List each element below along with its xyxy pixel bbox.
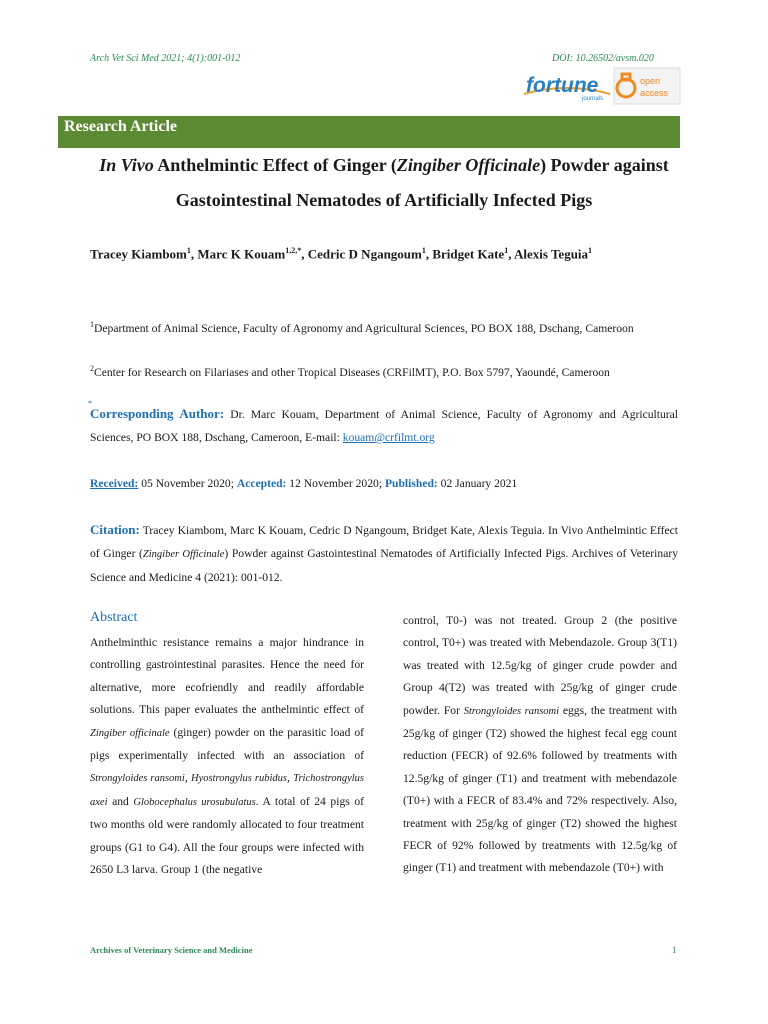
received-label: Received: xyxy=(90,477,139,490)
abstract-column-right: control, T0-) was not treated. Group 2 (the positive control, T0+) was treated with Mebendazole. Group 3(T1) was treated with 12.5g/kg of ginger crude powder and Group 4(T2) was treated with 25g/kg of ginger crude powder. For Strongyloides ransomi eggs, the treatment with 25g/kg of ginger (T2) showed the highest fecal egg count reduction (FECR) of 92.6% followed by treatments with 12.5g/kg of ginger (T1) and treatment with mebendazole (T0+) with a FECR of 83.4% and 72% respectively. Also, treatment with 25g/kg of ginger (T2) showed the highest FECR of 92% followed by treatments with 12.5g/kg of ginger (T1) and treatment with mebendazole (T0+) with xyxy=(403,614,677,875)
abstract-heading: Abstract xyxy=(90,610,138,625)
affiliation-1: $^1$Department of Animal Science, Faculty of Agronomy and Agricultural Sciences, PO BOX 188, Dschang, Cameroon xyxy=(90,320,634,335)
publication-dates: Received: 05 November 2020; Accepted: 12 November 2020; Published: 02 January 2021 xyxy=(90,477,518,490)
author-name: Alexis Teguia xyxy=(514,246,589,262)
corresponding-author: * Corresponding Author: Dr. Marc Kouam, Department of Animal Science, Faculty of Agronomy and Agricultural Sciences, PO BOX 188, Dschang, Cameroon, E-mail: kouam@crfilmt.org xyxy=(88,399,678,444)
logo-text: fortune xyxy=(526,74,599,97)
footer-journal: Archives of Veterinary Science and Medicine xyxy=(90,945,253,955)
article-type-banner xyxy=(58,116,680,148)
affiliation-2: $^2$Center for Research on Filariases and other Tropical Diseases (CRFilMT), P.O. Box 5797, Yaoundé, Cameroon xyxy=(90,364,610,379)
citation-label: Citation: xyxy=(90,522,140,537)
citation: Citation: Tracey Kiambom, Marc K Kouam, Cedric D Ngangoum, Bridget Kate, Alexis Teguia. In Vivo Anthelmintic Effect of Ginger (Zingiber Officinale) Powder against Gastointestinal Nematodes of Artificially Infected Pigs. Archives of Veterinary Science and Medicine 4 (2021): 001-012. xyxy=(90,522,678,584)
svg-text:access: access xyxy=(640,88,669,98)
email-link[interactable]: kouam@crfilmt.org xyxy=(342,431,435,444)
page-number: 1 xyxy=(672,945,677,955)
doi[interactable]: DOI: 10.26502/avsm.020 xyxy=(552,53,654,64)
article-type-label: Research Article xyxy=(64,118,177,135)
author-name: Bridget Kate xyxy=(432,246,505,262)
journal-reference: Arch Vet Sci Med 2021; 4(1):001-012 xyxy=(90,53,241,64)
author-name: Marc K Kouam xyxy=(197,246,286,262)
publisher-logo xyxy=(522,64,682,108)
svg-text:journals: journals xyxy=(582,96,604,102)
article-title: In Vivo Anthelmintic Effect of Ginger (Zingiber Officinale) Powder against Gastointestinal Nematodes of Artificially Infected Pigs xyxy=(99,155,669,210)
author-list: Tracey Kiambom$^1$, Marc K Kouam$^{1,2,*}$, Cedric D Ngangoum$^1$, Bridget Kate$^1$, Alexis Teguia$^1$ xyxy=(90,246,593,262)
abstract-column-left: Anthelminthic resistance remains a major hindrance in controlling gastrointestinal parasites. Hence the need for alternative, more ecofriendly and readily affordable solutions. This paper evaluates the anthelmintic effect of Zingiber officinale (ginger) powder on the parasitic load of pigs experimentally infected with an association of Strongyloides ransomi, Hyostrongylus rubidus, Trichostrongylus axei and Globocephalus urosubulatus. A total of 24 pigs of two months old were randomly allocated to four treatment groups (G1 to G4). All the four groups were infected with 2650 L3 larva. Group 1 (the negative xyxy=(90,636,364,877)
corresponding-label: Corresponding Author: xyxy=(90,406,225,421)
author-name: Tracey Kiambom xyxy=(90,246,187,262)
fortune-open-access-logo xyxy=(522,64,682,108)
svg-text:open: open xyxy=(640,76,661,86)
author-name: Cedric D Ngangoum xyxy=(307,246,422,262)
